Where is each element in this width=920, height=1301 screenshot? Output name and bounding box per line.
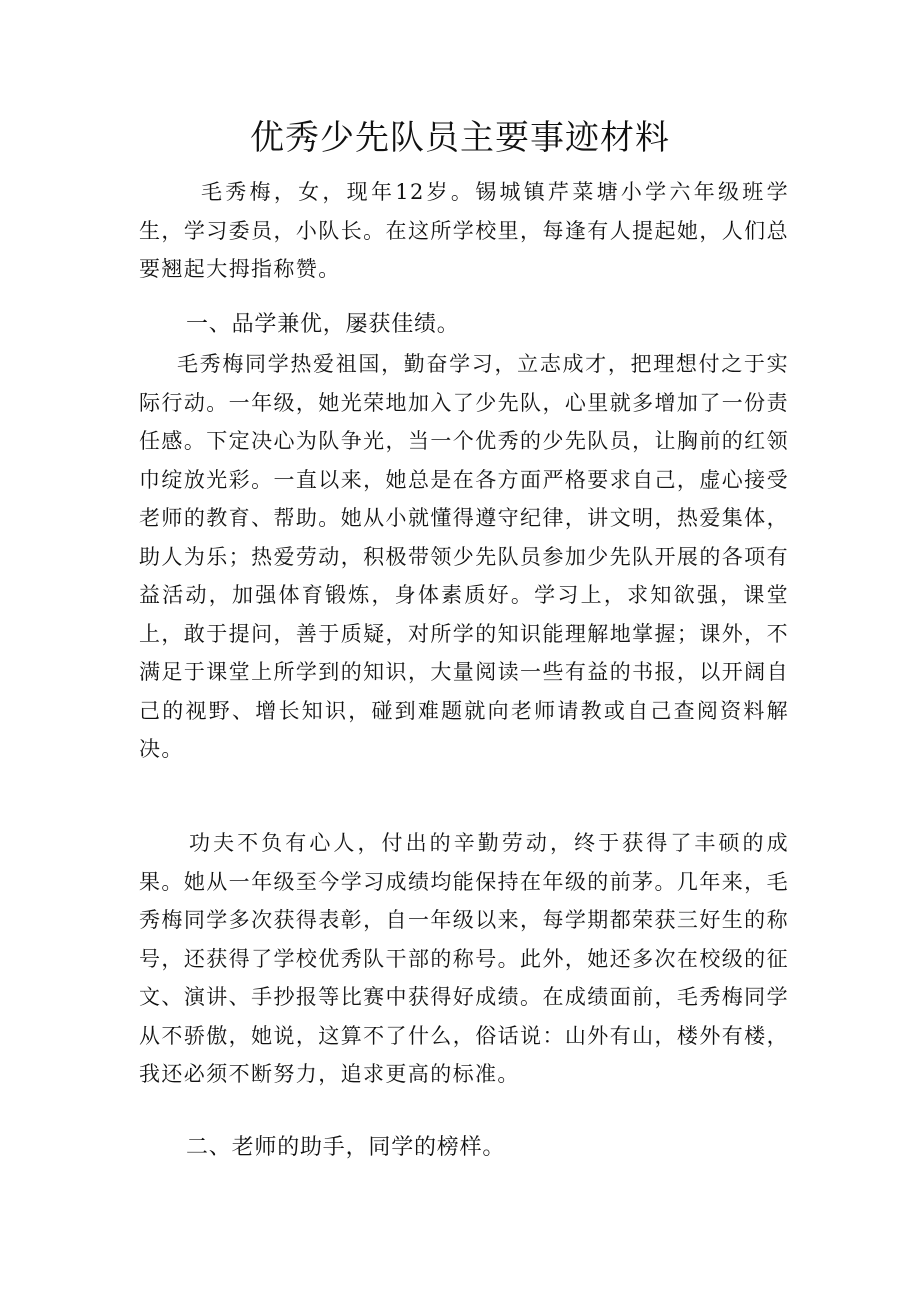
- intro-paragraph: 毛秀梅，女，现年12岁。锡城镇芹菜塘小学六年级班学生，学习委员，小队长。在这所学校里，每逢有人提起她，人们总要翘起大拇指称赞。: [139, 180, 789, 281]
- section1-paragraph-1: 毛秀梅同学热爱祖国，勤奋学习，立志成才，把理想付之于实际行动。一年级，她光荣地加入了少先队，心里就多增加了一份责任感。下定决心为队争光，当一个优秀的少先队员，让胸前的红领巾绽放光彩。一直以来，她总是在各方面严格要求自己，虚心接受老师的教育、帮助。她从小就懂得遵守纪律，讲文明，热爱集体，助人为乐；热爱劳动，积极带领少先队员参加少先队开展的各项有益活动，加强体育锻炼，身体素质好。学习上，求知欲强，课堂上，敢于提问，善于质疑，对所学的知识能理解地掌握；课外，不满足于课堂上所学到的知识，大量阅读一些有益的书报，以开阔自己的视野、增长知识，碰到难题就向老师请教或自己查阅资料解决。: [139, 352, 789, 761]
- section-heading-2: 二、老师的助手，同学的榜样。: [186, 1135, 506, 1160]
- section-heading-1: 一、品学兼优，屡获佳绩。: [186, 312, 460, 337]
- section1-paragraph-2: 功夫不负有心人，付出的辛勤劳动，终于获得了丰硕的成果。她从一年级至今学习成绩均能保持在年级的前茅。几年来，毛秀梅同学多次获得表彰，自一年级以来，每学期都荣获三好生的称号，还获得了学校优秀队干部的称号。此外，她还多次在校级的征文、演讲、手抄报等比赛中获得好成绩。在成绩面前，毛秀梅同学从不骄傲，她说，这算不了什么，俗话说：山外有山，楼外有楼，我还必须不断努力，追求更高的标准。: [139, 831, 789, 1086]
- document-title: 优秀少先队员主要事迹材料: [250, 118, 670, 158]
